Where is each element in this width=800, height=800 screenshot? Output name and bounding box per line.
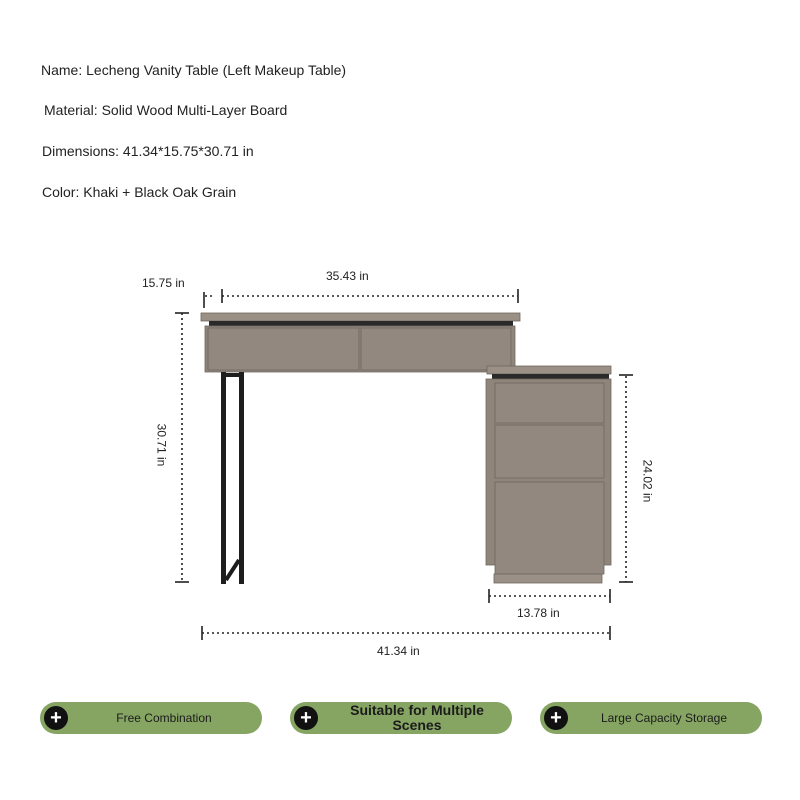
feature-label: Suitable for Multiple Scenes (350, 702, 484, 733)
cabinet-drawer-2 (495, 425, 604, 478)
cabinet-drawer-3 (495, 482, 604, 574)
cabinet-base (494, 574, 602, 583)
dim-label-total-height: 30.71 in (154, 423, 169, 467)
spec-dimensions: Dimensions: 41.34*15.75*30.71 in (42, 143, 254, 159)
plus-icon: + (44, 706, 68, 730)
spec-material: Material: Solid Wood Multi-Layer Board (44, 102, 288, 118)
dim-label-total-width: 41.34 in (377, 644, 420, 658)
feature-badge-multiple-scenes[interactable] (290, 702, 512, 734)
spec-color: Color: Khaki + Black Oak Grain (42, 184, 237, 200)
plus-icon: + (294, 706, 318, 730)
desk (201, 313, 520, 584)
leg-front (221, 372, 226, 584)
cabinet-drawer-1 (495, 383, 604, 423)
plus-icon: + (544, 706, 568, 730)
desk-top-edge (209, 321, 513, 326)
dim-label-cabinet-width: 13.78 in (517, 606, 560, 620)
cabinet-top-edge (492, 374, 609, 379)
leg-back (239, 372, 244, 584)
feature-label: Free Combination (116, 711, 212, 725)
feature-label: Large Capacity Storage (600, 711, 728, 725)
desk-drawer-right (361, 328, 511, 370)
dim-label-top-width: 35.43 in (326, 269, 369, 283)
feature-badge-free-combination[interactable] (40, 702, 262, 734)
dim-label-top-depth: 15.75 in (142, 276, 185, 290)
dim-label-cabinet-height: 24.02 in (640, 459, 655, 503)
desk-drawer-left (208, 328, 359, 370)
feature-badge-large-storage[interactable] (540, 702, 762, 734)
spec-name: Name: Lecheng Vanity Table (Left Makeup Table) (41, 62, 347, 78)
cabinet-top (487, 366, 611, 374)
desk-top (201, 313, 520, 321)
side-cabinet (486, 366, 611, 583)
